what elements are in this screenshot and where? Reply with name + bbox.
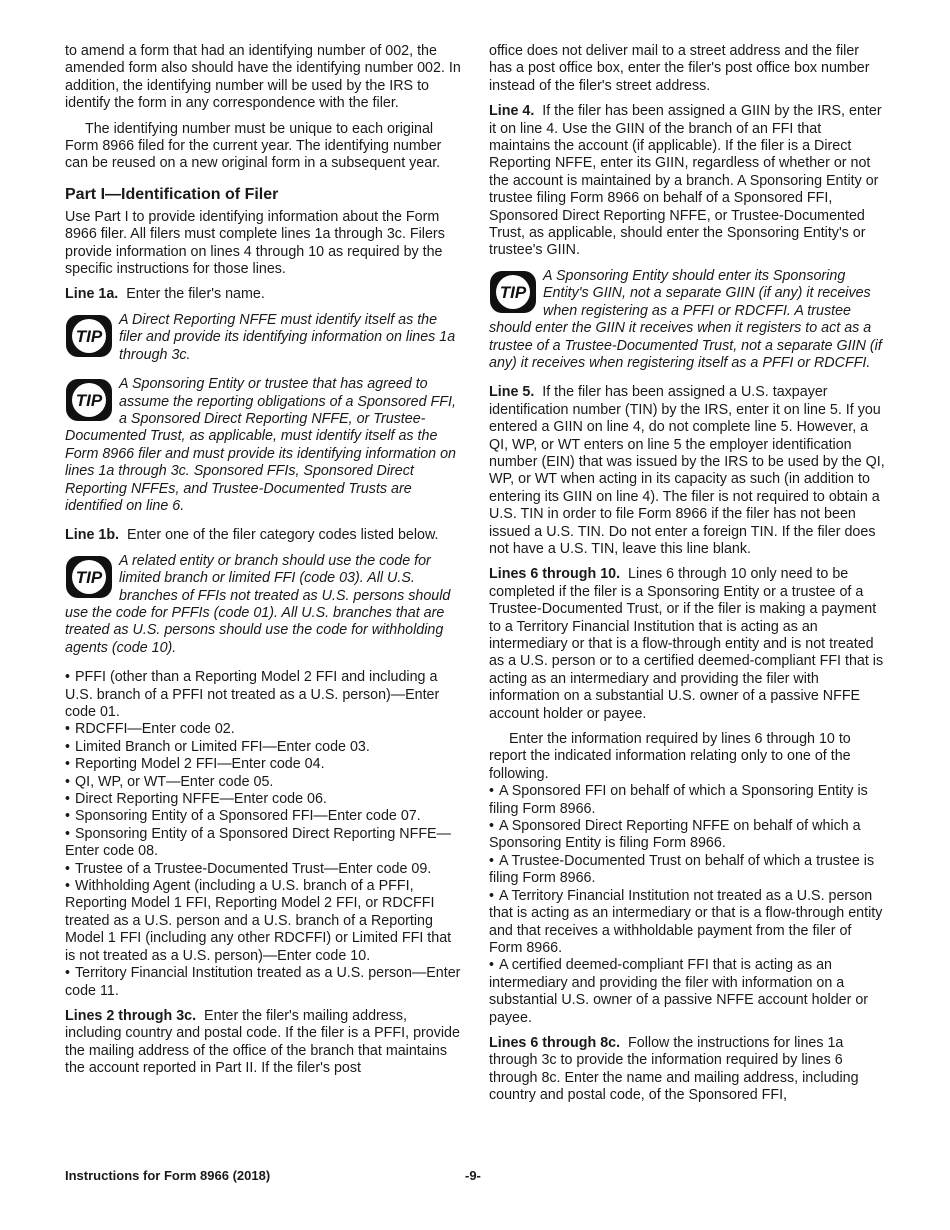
line-label: Line 1b.	[65, 527, 120, 544]
line-1b-instruction	[65, 527, 463, 544]
tip-text: A Sponsoring Entity or trustee that has agreed to assume the reporting obligations of a Sponsored FFI, a Sponsored Direct Reporting NFFE, or Trustee-Documented Trust, as applicable, must identify itself as the Form 8966 filer and must provide its identifying information on lines 1a through 3c. Sponsored FFIs, Sponsored Direct Reporting NFFEs, and Trustee-Documented Trusts are identified on line 6.	[65, 376, 456, 514]
list-item: • Sponsoring Entity of a Sponsored FFI—Enter code 07.	[65, 808, 421, 825]
list-item: • Withholding Agent (including a U.S. branch of a PFFI, Reporting Model 1 FFI, Reporting Model 2 FFI, or RDCFFI treated as a U.S. person and a U.S. branch of a Reporting Model 1 FFI (including any other RDCFFI) or Limited FFI that is not treated as a U.S. person)—Enter code 10.	[65, 878, 452, 964]
line-text: Follow the instructions for lines 1a through 3c to provide the information required by lines 6 through 8c. Enter the name and mailing address, including country and postal code, of the Sponsored FFI,	[489, 1034, 859, 1104]
section-heading: Part I—Identification of Filer	[65, 185, 279, 203]
tip-box	[65, 553, 463, 657]
footer-title: Instructions for Form 8966 (2018)	[65, 1168, 271, 1183]
list-item: • A certified deemed-compliant FFI that is acting as an intermediary and providing the filer with information on a substantial U.S. owner of a passive NFFE account holder or payee.	[489, 957, 869, 1026]
line-label: Lines 6 through 10.	[489, 566, 621, 583]
tip-text: A Direct Reporting NFFE must identify itself as the filer and provide its identifying information on lines 1a through 3c.	[119, 311, 456, 363]
line-text: Enter the filer's name.	[126, 286, 265, 303]
line-text: Enter the filer's mailing address, including country and postal code. If the filer is a PFFI, provide the mailing address of the office of the branch that maintains the account reported in Part II. If the filer's post	[65, 1007, 460, 1077]
tip-box	[65, 312, 463, 364]
tip-icon	[65, 378, 113, 422]
list-item: • Sponsoring Entity of a Sponsored Direct Reporting NFFE—Enter code 08.	[65, 825, 451, 860]
line-4-instruction	[489, 103, 885, 260]
line-5-instruction	[489, 384, 885, 558]
paragraph: office does not deliver mail to a street address and the filer has a post office box, enter the filer's post office box number instead of the filer's street address.	[489, 43, 870, 94]
line-label: Line 5.	[489, 384, 535, 401]
tip-text: A Sponsoring Entity should enter its Sponsoring Entity's GIIN, not a separate GIIN (if any) it receives when registering as a PFFI or RDCFFI. A trustee should enter the GIIN it receives when it registers to act as a trustee of a Trustee-Documented Trust, not a separate GIIN (if any) it receives when registering itself as a PFFI or RDCFFI.	[489, 267, 882, 371]
list-item: • A Territory Financial Institution not treated as a U.S. person that is acting as an intermediary or that is a flow-through entity and that receives a withholdable payment from the filer of Form 8966.	[489, 887, 883, 956]
line-label: Line 4.	[489, 103, 535, 120]
line-label: Line 1a.	[65, 286, 119, 303]
tip-icon	[489, 270, 537, 314]
paragraph: Use Part I to provide identifying information about the Form 8966 filer. All filers must complete lines 1a through 3c. Filers provide information on lines 4 through 10 as required by the specific instructions for those lines.	[65, 208, 445, 278]
list-item: • Limited Branch or Limited FFI—Enter code 03.	[65, 738, 370, 755]
tip-icon	[65, 314, 113, 358]
svg-text:TIP: TIP	[499, 282, 527, 302]
paragraph: Enter the information required by lines 6 through 10 to report the indicated information relating only to one of the following.	[489, 731, 851, 782]
tip-text: A related entity or branch should use the code for limited branch or limited FFI (code 03). All U.S. branches of FFIs not treated as U.S. persons should use the code for PFFIs (code 01). All U.S. branches that are treated as U.S. persons should use the code for withholding agents (code 10).	[65, 552, 451, 656]
line-text: If the filer has been assigned a GIIN by the IRS, enter it on line 4. Use the GIIN of the branch of an FFI that maintains the account (if applicable). If the filer is a Direct Reporting NFFE, enter its GIIN, regardless of whether or not the account is maintained by a branch. A Sponsoring Entity or trustee filing Form 8966 on behalf of a Sponsored FFI, Sponsored Direct Reporting NFFE, or Trustee-Documented Trust, as applicable, should enter the Sponsoring Entity's or trustee's GIIN.	[489, 103, 882, 259]
list-item: • QI, WP, or WT—Enter code 05.	[65, 773, 274, 790]
filer-code-list	[65, 669, 463, 1000]
list-item: • A Sponsored FFI on behalf of which a Sponsoring Entity is filing Form 8966.	[489, 783, 868, 817]
line-text: Lines 6 through 10 only need to be completed if the filer is a Sponsoring Entity or a trustee of a Trustee-Documented Trust, or if the filer is making a payment to a Territory Financial Institution that is acting as an intermediary or that is a flow-through entity and is not treated as a U.S. person or to a certified deemed-compliant FFI that is acting as an intermediary and providing the filer with information on a substantial U.S. owner of a passive NFFE account holder or payee.	[489, 566, 884, 722]
paragraph: to amend a form that had an identifying number of 002, the amended form also should have the identifying number 002. In addition, the identifying number will be used by the IRS to identify the form in any correspondence with the filer.	[65, 43, 461, 112]
tip-box	[489, 268, 885, 372]
line-label: Lines 6 through 8c.	[489, 1034, 621, 1051]
list-item: • PFFI (other than a Reporting Model 2 FFI and including a U.S. branch of a PFFI not treated as a U.S. person)—Enter code 01.	[65, 669, 440, 720]
left-column	[65, 43, 463, 1086]
list-item: • Reporting Model 2 FFI—Enter code 04.	[65, 756, 325, 773]
svg-text:TIP: TIP	[75, 326, 103, 346]
line-1a-instruction	[65, 286, 463, 303]
paragraph: The identifying number must be unique to each original Form 8966 filed for the current year. The identifying number can be reused on a new original form in a subsequent year.	[65, 120, 442, 172]
svg-text:TIP: TIP	[75, 567, 103, 587]
entity-list	[489, 783, 885, 1027]
lines-2-3c-instruction	[65, 1008, 463, 1078]
lines-6-10-instruction	[489, 566, 885, 723]
page-number: -9-	[465, 1168, 481, 1183]
svg-text:TIP: TIP	[75, 391, 103, 411]
tip-box	[65, 376, 463, 515]
line-label: Lines 2 through 3c.	[65, 1007, 197, 1024]
list-item: • A Trustee-Documented Trust on behalf of which a trustee is filing Form 8966.	[489, 852, 875, 887]
list-item: • RDCFFI—Enter code 02.	[65, 721, 235, 738]
list-item: • Territory Financial Institution treated as a U.S. person—Enter code 11.	[65, 965, 461, 999]
tip-icon	[65, 555, 113, 599]
line-text: Enter one of the filer category codes listed below.	[126, 527, 439, 544]
line-text: If the filer has been assigned a U.S. taxpayer identification number (TIN) by the IRS, enter it on line 5. If you entered a GIIN on line 4, do not complete line 5. However, a QI, WP, or WT enters on line 5 the employer identification number (EIN) that was issued by the IRS to be used by the QI, WP, or WT when acting in its capacity as such (in addition to entering its GIIN on line 4). The filer is not required to obtain a U.S. TIN in order to file Form 8966 if the filer has not been issued a U.S. TIN. Do not enter a foreign TIN. If the filer does not have a U.S. TIN, leave this line blank.	[489, 384, 885, 557]
list-item: • Direct Reporting NFFE—Enter code 06.	[65, 791, 327, 808]
right-column	[489, 43, 885, 1113]
list-item: • Trustee of a Trustee-Documented Trust—Enter code 09.	[65, 860, 432, 877]
lines-6-8c-instruction	[489, 1035, 885, 1105]
list-item: • A Sponsored Direct Reporting NFFE on behalf of which a Sponsoring Entity is filing Form 8966.	[489, 818, 861, 852]
